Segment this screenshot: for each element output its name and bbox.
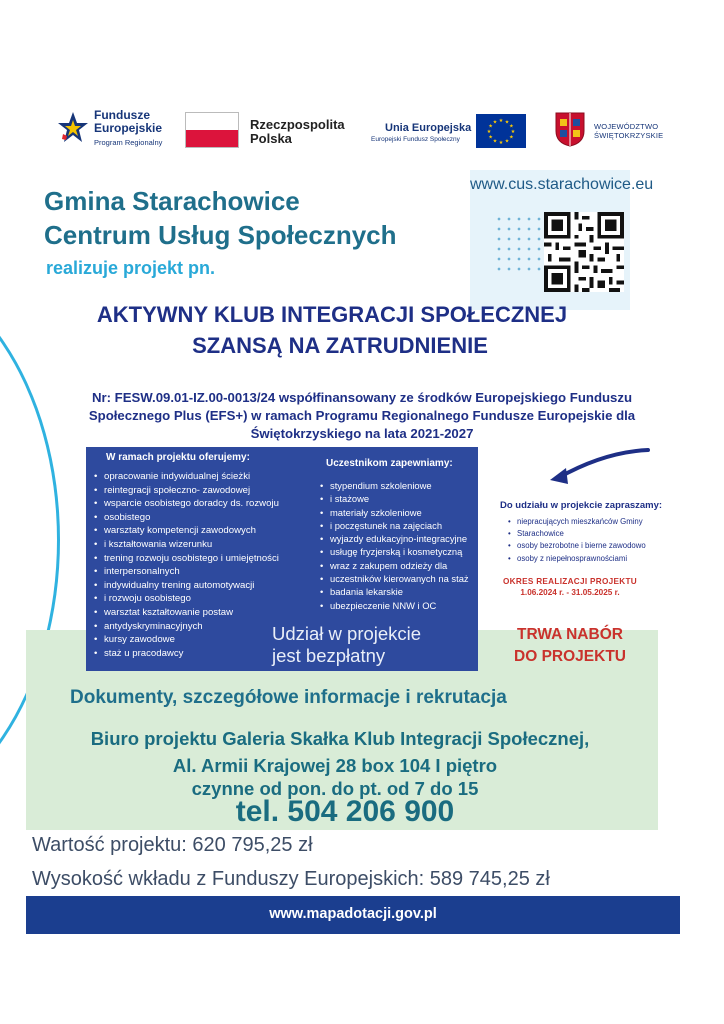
- svg-text:★: ★: [488, 123, 493, 130]
- website-link[interactable]: www.cus.starachowice.eu: [470, 176, 654, 193]
- svg-text:★: ★: [486, 129, 492, 135]
- list-item: • opracowanie indywidualnej ścieżki: [94, 470, 314, 484]
- list-item: • kursy zawodowe: [94, 633, 314, 647]
- fe-star-icon: [58, 110, 88, 146]
- guarantee-heading: Uczestnikom zapewniamy:: [326, 458, 453, 469]
- list-item: • reintegracji społeczno- zawodowej: [94, 484, 314, 498]
- list-item: • wsparcie osobistego doradcy ds. rozwoju: [94, 497, 314, 511]
- office-hours: czynne od pon. do pt. od 7 do 15: [191, 778, 479, 799]
- project-title-line2: SZANSĄ NA ZATRUDNIENIE: [192, 333, 488, 358]
- list-item: • materiały szkoleniowe: [320, 506, 480, 519]
- list-item: • osoby z niepełnosprawnościami: [508, 553, 688, 565]
- centrum-heading: Centrum Usług Społecznych: [44, 220, 397, 250]
- qr-code[interactable]: [544, 212, 624, 292]
- project-number: Nr: FESW.09.01-IZ.00-0013/24 współfinansowany ze środków Europejskiego Funduszu Społecznego Plus (EFS+) w ramach Programu Regionalnego Fundusze Europejskie dla Świętokrzyskiego na lata 2021-2027: [88, 390, 636, 441]
- invite-list: [508, 516, 688, 565]
- svg-text:★: ★: [498, 140, 504, 146]
- svg-text:★: ★: [509, 134, 514, 141]
- recruitment-banner-line2: DO PROJEKTU: [514, 648, 626, 665]
- office-name: Biuro projektu Galeria Skałka Klub Integracji Społecznej,: [90, 728, 590, 749]
- fe-logo-subtitle: Program Regionalny: [94, 138, 163, 147]
- list-item: • wraz z zakupem odzieży dla: [320, 559, 480, 572]
- logo-bar: [58, 106, 678, 156]
- svg-text:★: ★: [510, 129, 516, 135]
- list-item: • warsztat kształtowanie postaw: [94, 606, 314, 620]
- eu-flag-icon: [476, 114, 526, 148]
- list-item: • osoby bezrobotne i bierne zawodowo: [508, 540, 688, 552]
- documents-heading: Dokumenty, szczegółowe informacje i rekrutacja: [70, 687, 507, 708]
- recruitment-banner: TRWA NABÓR: [517, 626, 623, 643]
- invite-heading: Do udziału w projekcie zapraszamy:: [500, 500, 663, 511]
- list-item: • i poczęstunek na zajęciach: [320, 519, 480, 532]
- svg-text:★: ★: [492, 119, 498, 126]
- eu-contribution: Wysokość wkładu z Funduszy Europejskich: 589 745,25 zł: [32, 868, 550, 890]
- coat-of-arms-icon: [554, 111, 586, 147]
- dot-pattern: [494, 214, 544, 274]
- svg-text:★: ★: [492, 138, 498, 145]
- offer-heading: W ramach projektu oferujemy:: [106, 452, 250, 463]
- free-participation-note: Udział w projekcie jest bezpłatny: [272, 623, 422, 666]
- wojewodztwo-logo-text: WOJEWÓDZTWO ŚWIĘTOKRZYSKIE: [594, 122, 664, 140]
- list-item: • indywidualny trening automotywacji: [94, 579, 314, 593]
- list-item: • niepracujących mieszkańców Gminy: [508, 516, 688, 528]
- footer-link[interactable]: www.mapadotacji.gov.pl: [269, 906, 437, 922]
- list-item: • interpersonalnych: [94, 565, 314, 579]
- svg-text:★: ★: [509, 123, 514, 130]
- list-item: • i stażowe: [320, 492, 480, 505]
- list-item: • trening rozwoju osobistego i umiejętności: [94, 552, 314, 566]
- list-item: • wyjazdy edukacyjno-integracyjne: [320, 532, 480, 545]
- svg-text:★: ★: [498, 118, 504, 124]
- list-item: • uczestników kierowanych na staż: [320, 572, 480, 585]
- list-item: • staż u pracodawcy: [94, 647, 314, 661]
- footer-bar: [26, 896, 680, 934]
- offer-box: [86, 447, 478, 671]
- list-item: • osobistego: [94, 511, 314, 525]
- realizuje-subheading: realizuje projekt pn.: [46, 258, 216, 278]
- period-label: OKRES REALIZACJI PROJEKTU: [503, 577, 637, 586]
- list-item: • warsztaty kompetencji zawodowych: [94, 524, 314, 538]
- period-dates: 1.06.2024 r. - 31.05.2025 r.: [520, 588, 620, 597]
- list-item: • usługę fryzjerską i kosmetyczną: [320, 545, 480, 558]
- rp-logo-text: Rzeczpospolita Polska: [250, 117, 345, 146]
- list-item: • antydyskryminacyjnych: [94, 620, 314, 634]
- svg-text:★: ★: [504, 119, 510, 126]
- list-item: • Starachowice: [508, 528, 688, 540]
- arrow-icon: [544, 444, 654, 488]
- project-value: Wartość projektu: 620 795,25 zł: [32, 834, 313, 856]
- eu-logo-title: Unia Europejska: [385, 122, 472, 134]
- list-item: • i kształtowania wizerunku: [94, 538, 314, 552]
- list-item: • badania lekarskie: [320, 585, 480, 598]
- svg-text:★: ★: [504, 138, 510, 145]
- list-item: • i rozwoju osobistego: [94, 592, 314, 606]
- project-title: AKTYWNY KLUB INTEGRACJI SPOŁECZNEJ: [96, 302, 568, 327]
- polish-flag-icon: [185, 112, 239, 148]
- eu-logo-subtitle: Europejski Fundusz Społeczny: [371, 136, 460, 143]
- gmina-heading: Gmina Starachowice: [44, 186, 300, 216]
- list-item: • ubezpieczenie NNW i OC: [320, 599, 480, 612]
- fe-logo-text: Fundusze Europejskie: [94, 108, 163, 135]
- office-address: Al. Armii Krajowej 28 box 104 I piętro: [172, 755, 498, 776]
- list-item: • stypendium szkoleniowe: [320, 479, 480, 492]
- svg-text:★: ★: [488, 134, 493, 141]
- phone-number[interactable]: tel. 504 206 900: [235, 795, 455, 828]
- guarantee-list: [320, 479, 480, 612]
